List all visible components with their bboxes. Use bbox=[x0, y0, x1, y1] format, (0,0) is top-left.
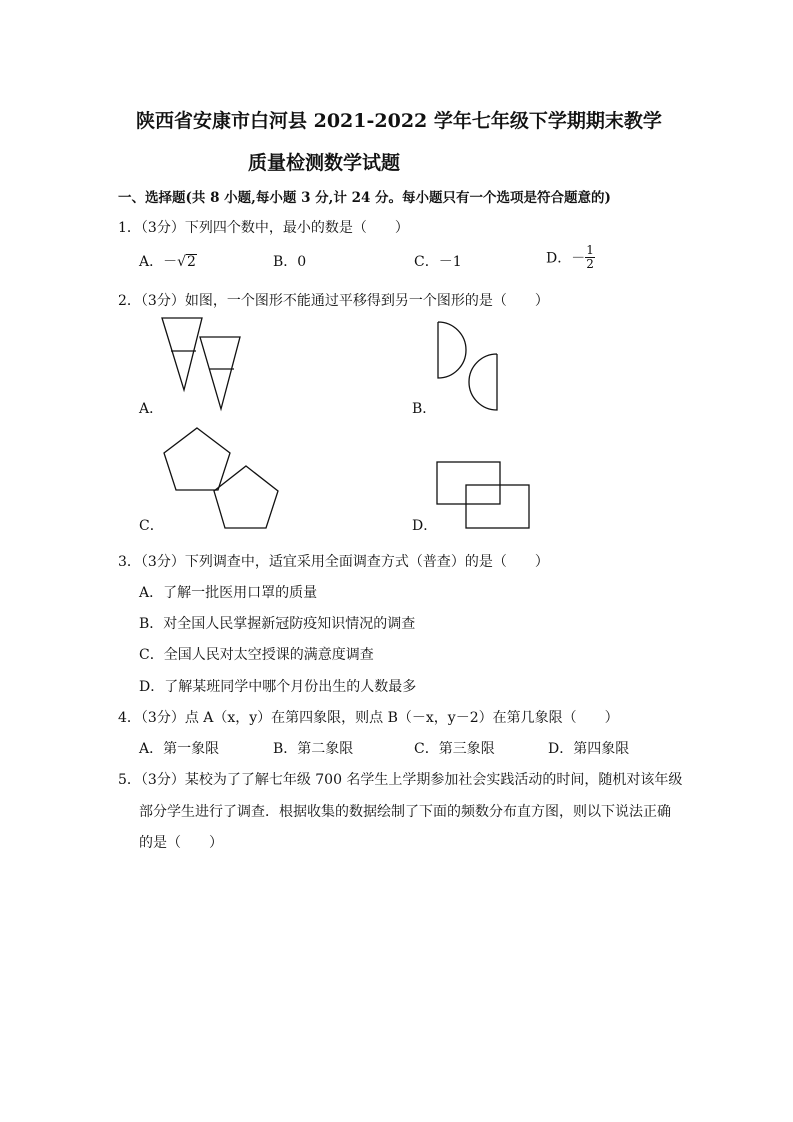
figure-a-triangle-right bbox=[200, 337, 240, 409]
question-1-option-a bbox=[139, 251, 197, 271]
question-1-option-c: C．－1 bbox=[414, 254, 462, 270]
question-4-option-b: B．第二象限 bbox=[273, 741, 354, 757]
figure-a-triangle-left bbox=[162, 318, 202, 390]
section-heading: 一、选择题(共 8 小题,每小题 3 分,计 24 分。每小题只有一个选项是符合题意的) bbox=[118, 190, 611, 206]
figure-d-rect-bottom bbox=[466, 485, 529, 528]
sqrt-symbol: √ bbox=[177, 254, 187, 270]
question-3-option-a: A．了解一批医用口罩的质量 bbox=[139, 585, 318, 601]
question-5-line-1: 5．（3分）某校为了了解七年级 700 名学生上学期参加社会实践活动的时间，随机对该年级 bbox=[118, 772, 683, 788]
option-a-label: A． bbox=[139, 254, 164, 270]
question-1-text: 1．（3分）下列四个数中，最小的数是（ ） bbox=[118, 220, 409, 236]
fraction-denominator: 2 bbox=[586, 257, 594, 271]
question-2-text: 2．（3分）如图，一个图形不能通过平移得到另一个图形的是（ ） bbox=[118, 293, 549, 309]
question-3-option-d: D．了解某班同学中哪个月份出生的人数最多 bbox=[139, 679, 417, 695]
question-4-option-c: C．第三象限 bbox=[414, 741, 495, 757]
fraction-numerator: 1 bbox=[586, 243, 594, 257]
sqrt-radicand: 2 bbox=[187, 254, 196, 270]
title-line-2: 质量检测数学试题 bbox=[248, 152, 401, 174]
question-4-text: 4．（3分）点 A（x，y）在第四象限，则点 B（－x，y－2）在第几象限（ ） bbox=[118, 710, 619, 726]
figure-c-label: C． bbox=[139, 518, 164, 534]
figure-b-semicircle-top bbox=[438, 322, 466, 378]
question-4-option-a: A．第一象限 bbox=[139, 741, 220, 757]
figure-a-label: A． bbox=[139, 401, 164, 417]
fraction bbox=[585, 244, 595, 271]
figure-b-semicircle-bottom bbox=[469, 354, 497, 410]
figure-d-label: D． bbox=[412, 518, 438, 534]
question-3-option-b: B．对全国人民掌握新冠防疫知识情况的调查 bbox=[139, 616, 416, 632]
question-5-line-2: 部分学生进行了调查．根据收集的数据绘制了下面的频数分布直方图，则以下说法正确 bbox=[139, 804, 671, 820]
question-1-option-d bbox=[546, 244, 595, 271]
option-a-minus: － bbox=[163, 254, 178, 270]
figure-c-pentagon-top bbox=[164, 428, 230, 490]
option-d-label: D．－ bbox=[546, 250, 586, 267]
question-4-option-d: D．第四象限 bbox=[548, 741, 630, 757]
question-3-text: 3．（3分）下列调查中，适宜采用全面调查方式（普查）的是（ ） bbox=[118, 554, 549, 570]
title-line-1: 陕西省安康市白河县 2021-2022 学年七年级下学期期末教学 bbox=[136, 110, 662, 132]
figure-b-label: B． bbox=[412, 401, 437, 417]
question-3-option-c: C．全国人民对太空授课的满意度调查 bbox=[139, 647, 374, 663]
question-5-line-3: 的是（ ） bbox=[139, 835, 223, 851]
figure-d-rect-top bbox=[437, 462, 500, 504]
question-1-option-b: B．0 bbox=[273, 254, 307, 270]
figure-c-pentagon-bottom bbox=[214, 466, 278, 528]
